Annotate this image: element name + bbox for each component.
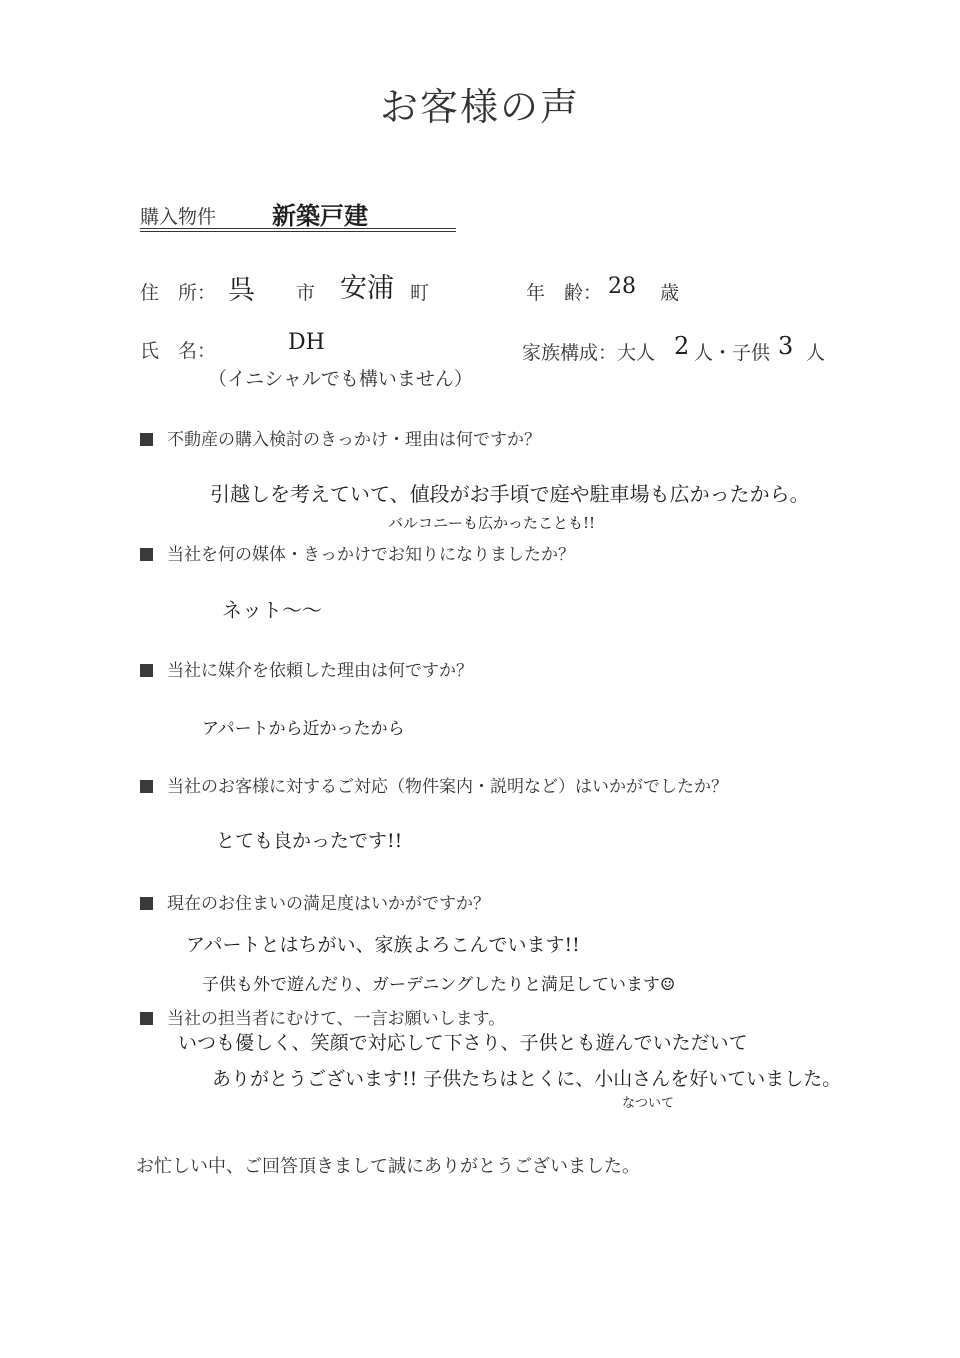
closing-message: お忙しい中、ご回答頂きまして誠にありがとうございました。 [136, 1156, 640, 1177]
property-value: 新築戸建 [272, 201, 368, 230]
answer-5-line-1: アパートとはちがい、家族よろこんでいます!! [186, 934, 580, 956]
bullet-square-icon [140, 897, 153, 910]
family-label: 家族構成：大人 [522, 342, 656, 364]
question-6: 当社の担当者にむけて、一言お願いします。 [140, 1004, 505, 1029]
bullet-square-icon [140, 433, 153, 446]
bullet-square-icon [140, 1012, 153, 1025]
family-adults-suffix: 人・子供 [694, 342, 771, 364]
question-2: 当社を何の媒体・きっかけでお知りになりましたか？ [140, 540, 575, 565]
answer-6-line-1: いつも優しく、笑顔で対応して下さり、子供とも遊んでいただいて [178, 1032, 748, 1054]
age-value: 28 [608, 274, 636, 299]
address-label: 住 所： [140, 282, 217, 304]
answer-6-annotation: なついて [622, 1096, 675, 1111]
answer-3-line-1: アパートから近かったから [202, 719, 405, 739]
name-note: （イニシャルでも構いません） [208, 368, 473, 390]
answer-1-line-2: バルコニーも広かったことも!! [388, 514, 596, 532]
address-city-suffix: 市 [296, 282, 316, 304]
property-underline [140, 228, 456, 232]
age-label: 年 齢： [526, 282, 603, 304]
question-5: 現在のお住まいの満足度はいかがですか？ [140, 889, 490, 914]
family-adults: 2 [674, 332, 690, 360]
answer-4-line-1: とても良かったです!! [216, 830, 403, 852]
name-label: 氏 名： [140, 340, 217, 362]
address-town-suffix: 町 [410, 282, 430, 304]
address-city: 呉 [228, 275, 255, 306]
bullet-square-icon [140, 664, 153, 677]
family-children: 3 [778, 332, 794, 360]
answer-5-line-2: 子供も外で遊んだり、ガーデニングしたりと満足しています☺ [202, 975, 676, 995]
answer-6-line-2: ありがとうございます!! 子供たちはとくに、小山さんを好いていました。 [212, 1068, 842, 1090]
name-value: DH [288, 330, 325, 355]
family-children-suffix: 人 [806, 342, 826, 364]
property-label: 購入物件 [140, 206, 217, 228]
page-title: お客様の声 [379, 85, 580, 129]
question-1: 不動産の購入検討のきっかけ・理由は何ですか？ [140, 425, 541, 450]
age-suffix: 歳 [660, 282, 680, 304]
question-3: 当社に媒介を依頼した理由は何ですか？ [140, 656, 473, 681]
bullet-square-icon [140, 548, 153, 561]
address-town: 安浦 [340, 273, 394, 304]
question-4: 当社のお客様に対するご対応（物件案内・説明など）はいかがでしたか？ [140, 772, 728, 797]
bullet-square-icon [140, 780, 153, 793]
answer-2-line-1: ネット～～ [222, 598, 322, 622]
answer-1-line-1: 引越しを考えていて、値段がお手頃で庭や駐車場も広かったから。 [210, 482, 810, 506]
